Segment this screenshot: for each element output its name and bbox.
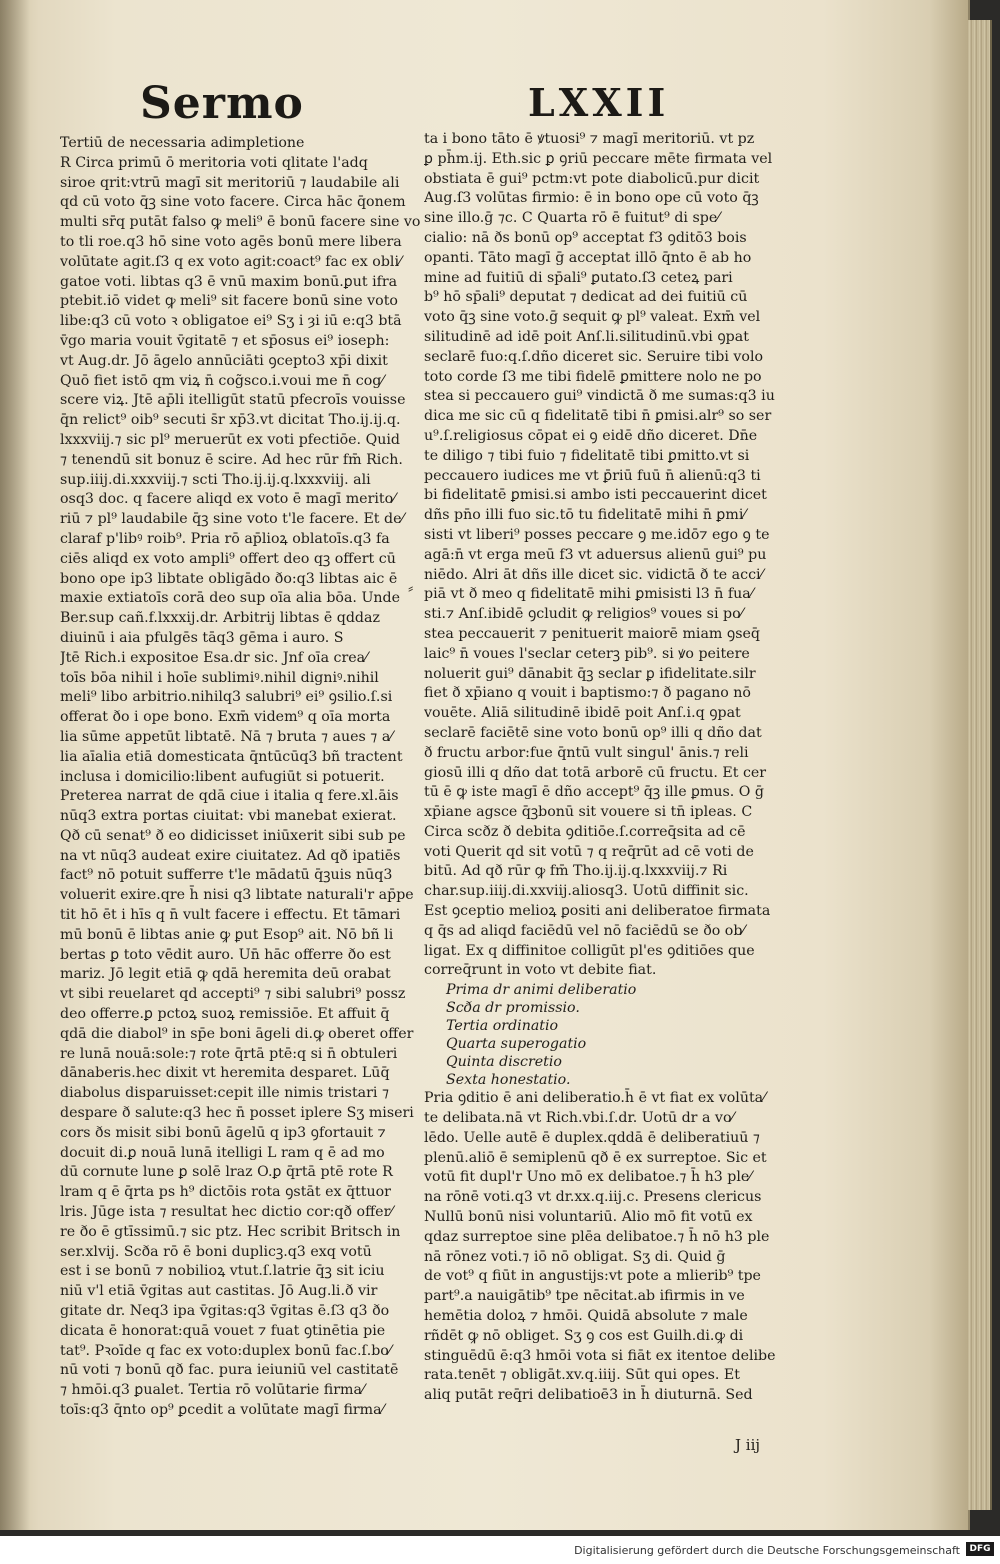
text-line: dānaberis.hec dixit vt heremita desparet. Lūq̄ bbox=[60, 1065, 390, 1082]
footer-bar bbox=[0, 1536, 1000, 1564]
text-line: docuit di.ꝑ nouā lunā itelligi L ram q ē ad mo bbox=[60, 1144, 385, 1161]
text-line: ciēs aliqd ex voto ampli⁹ offert deo qꝫ offert cū bbox=[60, 550, 396, 567]
condition-list-item: Prima dr animi deliberatio bbox=[446, 982, 637, 999]
text-line: ⁊ hmōi.q3 ꝑualet. Tertia rō volūtarie firma⁄ bbox=[60, 1382, 365, 1399]
text-line: dū cornute lune ꝑ solē lraz O.ꝑ q̄rtā ptē rote R bbox=[60, 1164, 393, 1181]
text-line: to tli roe.q3 hō sine voto agēs bonū mere libera bbox=[60, 233, 402, 250]
text-line: toīs bōa nihil i hoīe sublimiꝰ.nihil digniꝰ.nihil bbox=[60, 669, 379, 686]
text-line: v̄go maria vouit v̄gitatē ⁊ et sp̄osus ei⁹ ioseph: bbox=[60, 332, 390, 349]
text-line: obstiata ē gui⁹ pctm:vt pote diabolicū.pur dicit bbox=[424, 170, 760, 187]
text-line: plenū.aliō ē semiplenū qð ē ex surreptoe. Sic et bbox=[424, 1149, 767, 1166]
text-line: meli⁹ libo arbitrio.nihilq3 salubri⁹ ei⁹ ꝯsilio.ſ.si bbox=[60, 689, 393, 706]
text-line: de vot⁹ q fiūt in angustijs:vt pote a mlierib⁹ tpe bbox=[424, 1268, 761, 1285]
text-line: Jtē Rich.i expositoe Esa.dr sic. Jnf oīa crea⁄ bbox=[60, 649, 368, 666]
text-line: re lunā nouā:sole:⁊ rote q̄rtā ptē:q si n̄ obtuleri bbox=[60, 1045, 398, 1062]
condition-list-item: Tertia ordinatio bbox=[446, 1018, 559, 1035]
text-line: ꝑ ph̄m.ij. Eth.sic ꝑ ꝯriū peccare mēte firmata vel bbox=[424, 150, 773, 167]
text-line: lris. Jūge ista ⁊ resultat hec dictio cor:qð offer⁄ bbox=[60, 1204, 393, 1221]
text-line: libe:q3 cū voto ꝛ obligatoe ei⁹ Sʒ i ȝi iū e:q3 btā bbox=[60, 313, 402, 330]
text-line: te delibata.nā vt Rich.vbi.ſ.dr. Uotū dr a vo⁄ bbox=[424, 1110, 734, 1127]
text-line: diuinū i aia pfulgēs tāq3 gēma i auro. S bbox=[60, 629, 344, 646]
text-line: qdā die diabol⁹ in sp̄e boni āgeli di.ꝙ oberet offer bbox=[60, 1025, 414, 1042]
text-line: q q̄s ad aliqd faciēdū vel nō faciēdū se ðo ob⁄ bbox=[424, 922, 745, 939]
text-line: ser.xlvij. Scða rō ē boni duplicꝫ.q3 exq votū bbox=[60, 1243, 372, 1260]
text-line: voti Querit qd sit votū ⁊ q req̄rūt ad cē voti de bbox=[424, 843, 754, 860]
text-line: deo offerre.ꝑ pctoꝝ suoꝝ remissiōe. Et affuit q̄ bbox=[60, 1006, 390, 1023]
dfg-logo: DFG bbox=[966, 1542, 994, 1556]
text-line: Circa scðz ð debita ꝯditiōe.ſ.correq̄sita ad cē bbox=[424, 823, 746, 840]
text-line: Tertiū de necessaria adimpletione bbox=[60, 135, 305, 151]
condition-list-item: Quinta discretio bbox=[446, 1054, 562, 1071]
funding-notice: Digitalisierung gefördert durch die Deutsche Forschungsgemeinschaft bbox=[574, 1544, 960, 1557]
text-line: tit hō ēt i hīs q n̄ vult facere i effectu. Et tāmari bbox=[60, 907, 401, 924]
text-line: opanti. Tāto magī ḡ acceptat illō q̄nto ē ab ho bbox=[424, 249, 752, 266]
signature-mark: J iij bbox=[735, 1436, 761, 1454]
text-line: correq̄runt in voto vt debite fiat. bbox=[424, 962, 657, 979]
text-line: Aug.ſ3 volūtas firmio: ē in bono ope cū voto q̄ꝫ bbox=[424, 190, 759, 207]
text-line: char.sup.iiij.di.xxviij.aliosq3. Uotū diffinit sic. bbox=[424, 883, 749, 900]
text-line: hemētia doloꝝ ⁊ hmōi. Quidā absolute ⁊ male bbox=[424, 1308, 748, 1325]
text-line: na rōnē voti.q3 vt dr.xx.q.iij.c. Presens clericus bbox=[424, 1189, 762, 1206]
text-line: Est ꝯceptio melioꝝ ꝑositi ani deliberatoe firmata bbox=[424, 903, 771, 920]
text-line: aliq putāt req̄ri delibatioē3 in h̄ diuturnā. Sed bbox=[424, 1387, 753, 1404]
text-line: nā rōnez voti.⁊ iō nō obligat. Sʒ di. Quid ḡ bbox=[424, 1248, 726, 1265]
text-line: peccauero iudices me vt ꝑ̄riū fuū n̄ alienū:q3 ti bbox=[424, 467, 761, 484]
text-line: silitudinē ad idē poit Anſ.li.silitudinū.vbi ꝯpat bbox=[424, 328, 749, 345]
text-line: laic⁹ n̄ voues l'seclar ceterꝫ pib⁹. si ꝟo peitere bbox=[424, 645, 750, 662]
text-line: cialio: nā ðs bonū op⁹ acceptat f3 ꝯditō3 bois bbox=[424, 229, 747, 246]
text-line: siroe qrit:vtrū magī sit meritoriū ⁊ laudabile ali bbox=[60, 174, 400, 191]
text-line: lram q ē q̄rta ps h⁹ dictōis rota ꝯstāt ex q̄ttuor bbox=[60, 1184, 391, 1201]
text-line: voto q̄ꝫ sine voto.ḡ sequit ꝙ pl⁹ valeat. Exm̄ vel bbox=[424, 309, 761, 326]
page-edges bbox=[968, 20, 992, 1510]
text-line: piā vt ð meo q fidelitatē mihi ꝑmisisti l3 n̄ fua⁄ bbox=[424, 586, 754, 603]
text-line: R Circa primū ō meritoria voti qlitate l'adq bbox=[60, 154, 368, 171]
text-line: ptebit.iō videt ꝙ meli⁹ sit facere bonū sine voto bbox=[60, 293, 398, 310]
text-line: niēdo. Alri āt dñs ille dicet sic. vidictā ð te acci⁄ bbox=[424, 566, 763, 583]
binding-shadow bbox=[0, 0, 30, 1530]
text-line: dica me sic cū q fidelitatē tibi n̄ ꝑmisi.alr⁹ so ser bbox=[424, 408, 772, 425]
text-line: qd cū voto q̄ꝫ sine voto facere. Circa hāc q̄onem bbox=[60, 194, 406, 211]
text-line: toto corde ſ3 me tibi fidelē ꝑmittere nolo ne po bbox=[424, 368, 762, 385]
text-line: niū v'l etiā v̄gitas aut castitas. Jō Aug.li.ð vir bbox=[60, 1283, 378, 1300]
text-line: nūq3 extra portas ciuitat: vbi manebat exierat. bbox=[60, 808, 397, 825]
text-line: toīs:q3 q̄nto op⁹ ꝑcedit a volūtate magī firma⁄ bbox=[60, 1402, 384, 1418]
text-line: bertas ꝑ toto vēdit auro. Un̄ hāc offerre ðo est bbox=[60, 946, 391, 963]
text-line: sine illo.ḡ ⁊c. C Quarta rō ē fuitut⁹ di spe⁄ bbox=[424, 210, 720, 227]
text-line: fiet ð xp̄iano q vouit i baptismo:⁊ ð pagano nō bbox=[424, 685, 751, 702]
text-line: lia sūme appetūt libtatē. Nā ⁊ bruta ⁊ aues ⁊ a⁄ bbox=[60, 728, 393, 745]
text-line: seclarē faciētē sine voto bonū op⁹ illi q dño dat bbox=[424, 724, 762, 741]
text-line: mariz. Jō legit etiā ꝙ qdā heremita deū orabat bbox=[60, 966, 391, 983]
text-line: sti.⁊ Anſ.ibidē ꝯcludit ꝙ religios⁹ voues si po⁄ bbox=[424, 606, 743, 623]
text-line: multi sr̄q putāt falso ꝙ meli⁹ ē bonū facere sine vo bbox=[60, 214, 420, 231]
text-line: dicata ē honorat:quā vouet ⁊ fuat ꝯtinētia pie bbox=[60, 1322, 386, 1339]
text-line: scere viꝝ. Jtē ap̄li itelligūt statū pfecroīs vouisse bbox=[60, 392, 406, 409]
text-line: giosū illi q dño dat totā arborē cū fructu. Et cer bbox=[424, 764, 767, 781]
text-line: vt Aug.dr. Jō āgelo annūciāti ꝯcepto3 xp̄i dixit bbox=[60, 352, 388, 369]
text-line: agā:n̄ vt erga meū f3 vt aduersus alienū gui⁹ pu bbox=[424, 546, 767, 563]
text-line: cors ðs misit sibi bonū āgelū q ip3 ꝯfortauit ⁊ bbox=[60, 1124, 386, 1141]
text-line: bitū. Ad qð rūr ꝙ fm̄ Tho.ij.ij.q.lxxxviij.⁊ Ri bbox=[424, 863, 728, 880]
text-line: Preterea narrat de qdā ciue i italia q fere.xl.āis bbox=[60, 788, 399, 805]
text-line: offerat ðo i ope bono. Exm̄ videm⁹ q oīa morta bbox=[60, 709, 391, 726]
text-line: ligat. Ex q diffinitoe colligūt pl'es ꝯditiōes que bbox=[424, 942, 755, 959]
text-line: Quō fiet istō qm viꝝ n̄ cog̃sco.i.voui me n̄ cog⁄ bbox=[60, 372, 384, 389]
text-line: dñs pn̄o illi fuo sic.tō tu fidelitatē mihi n̄ ꝑmi⁄ bbox=[424, 507, 746, 524]
folio-number: LXXII bbox=[528, 80, 670, 125]
text-line: diabolus disparuisset:cepit ille nimis tristari ⁊ bbox=[60, 1085, 389, 1102]
text-line: ta i bono tāto ē ꝟtuosi⁹ ⁊ magī meritoriū. vt pz bbox=[424, 131, 755, 147]
condition-list-item: Quarta superogatio bbox=[446, 1036, 587, 1053]
text-line: sisti vt liberi⁹ posses peccare ꝯ me.idō⁊ ego ꝯ te bbox=[424, 526, 770, 543]
text-line: gitate dr. Neq3 ipa v̄gitas:q3 v̄gitas ē.ſ3 q3 ðo bbox=[60, 1303, 390, 1320]
condition-list-item: Sexta honestatio. bbox=[446, 1072, 571, 1089]
text-line: xp̄iane agsce q̄ꝫbonū sit vouere si tn̄ ipleas. C bbox=[424, 804, 753, 821]
text-line: lxxxviij.⁊ sic pl⁹ meruerūt ex voti pfectiōe. Quid bbox=[60, 431, 400, 448]
text-line: stea peccauerit ⁊ penituerit maiorē miam ꝯseq̄ bbox=[424, 625, 760, 642]
text-line: mū bonū ē libtas anie ꝙ ꝑut Esop⁹ ait. Nō bñ li bbox=[60, 926, 394, 943]
text-line: qdaz surreptoe sine plēa delibatoe.⁊ h̄ nō h3 ple bbox=[424, 1228, 770, 1245]
text-line: bono ope ip3 libtate obligādo ðo:q3 libtas aic ē bbox=[60, 570, 398, 587]
text-line: q̄n relict⁹ oib⁹ secuti s̄r xp̄3.vt dicitat Tho.ij.ij.q. bbox=[60, 412, 401, 429]
text-line: re ðo ē gtīssimū.⁊ sic ptz. Hec scribit Britsch in bbox=[60, 1223, 401, 1240]
text-line: noluerit gui⁹ dānabit q̄ꝫ seclar ꝑ ifidelitate.silr bbox=[424, 665, 756, 682]
text-line: gatoe voti. libtas q3 ē vnū maxim bonū.ꝑut ifra bbox=[60, 273, 398, 290]
text-line: b⁹ hō sp̄ali⁹ deputat ⁊ dedicat ad dei fuitiū cū bbox=[424, 289, 748, 306]
text-line: ⁊ tenendū sit bonuz ē scire. Ad hec rūr fm̄ Rich. bbox=[60, 451, 403, 468]
text-line: rata.tenēt ⁊ obligāt.xv.q.iiij. Sūt qui opes. Et bbox=[424, 1367, 740, 1384]
condition-list-item: Scða dr promissio. bbox=[446, 1000, 580, 1017]
text-line: nū voti ⁊ bonū qð fac. pura ieiuniū vel castitatē bbox=[60, 1362, 399, 1379]
text-line: est i se bonū ⁊ nobilioꝝ vtut.ſ.latrie q̄ꝫ sit iciu bbox=[60, 1263, 385, 1280]
text-line: despare ð salute:q3 hec n̄ posset iplere Sʒ miseri bbox=[60, 1105, 414, 1122]
text-line: Nullū bonū nisi voluntariū. Alio mō fit votū ex bbox=[424, 1209, 753, 1226]
text-line: bi fidelitatē ꝑmisi.si ambo isti peccauerint dicet bbox=[424, 487, 767, 504]
text-line: voluerit exire.qre h̄ nisi q3 libtate naturali'r ap̄pe bbox=[60, 887, 414, 904]
text-line: seclarē fuo:q.ſ.dño diceret sic. Seruire tibi volo bbox=[424, 348, 764, 365]
text-line: ð fructu arbor:fue q̄ntū vult singul' ānis.⁊ reli bbox=[424, 744, 749, 761]
text-line: sup.iiij.di.xxxviij.⁊ scti Tho.ij.ij.q.lxxxviij. ali bbox=[60, 471, 371, 488]
text-line: osq3 doc. q facere aliqd ex voto ē magī merito⁄ bbox=[60, 491, 396, 508]
text-line: lia aīalia etiā domesticata q̄ntūcūq3 bñ tractent bbox=[60, 748, 403, 765]
text-line: u⁹.ſ.religiosus cōpat ei ꝯ eidē dño diceret. Dn̄e bbox=[424, 427, 758, 444]
text-line: volūtate agit.ſ3 q ex voto agit:coact⁹ fac ex obli⁄ bbox=[60, 253, 402, 270]
text-line: Qð cū senat⁹ ð eo didicisset iniūxerit sibi sub pe bbox=[60, 827, 406, 844]
text-line: claraf p'libꝰ roib⁹. Pria rō ap̄lioꝝ oblatoīs.q3 fa bbox=[60, 530, 390, 547]
text-line: tat⁹. Pꝛoīde q fac ex voto:duplex bonū fac.ſ.bo⁄ bbox=[60, 1342, 392, 1359]
text-line: vt sibi reuelaret qd accepti⁹ ⁊ sibi salubri⁹ possz bbox=[60, 986, 406, 1003]
text-line: na vt nūq3 audeat exire ciuitatez. Ad qð ipatiēs bbox=[60, 847, 401, 864]
text-line: inclusa i domicilio:libent aufugiūt si potuerit. bbox=[60, 768, 385, 785]
text-line: riū ⁊ pl⁹ laudabile q̄ꝫ sine voto t'le facere. Et de⁄ bbox=[60, 511, 404, 528]
text-line: fact⁹ nō potuit sufferre t'le mādatū q̄ꝫuis nūq3 bbox=[60, 867, 393, 884]
text-line: mine ad fuitiū di sp̄ali⁹ ꝑutato.ſ3 ceteꝝ pari bbox=[424, 269, 733, 286]
text-line: part⁹.a nauigātib⁹ tpe nēcitat.ab ifirmis in ve bbox=[424, 1288, 745, 1305]
text-line: tū ē ꝙ iste magī ē dño accept⁹ q̄ꝫ ille ꝑmus. O ḡ bbox=[424, 784, 764, 801]
text-line: te diligo ⁊ tibi fuio ⁊ fidelitatē tibi ꝑmitto.vt si bbox=[424, 447, 750, 464]
text-line: Pria ꝯditio ē ani deliberatio.h̄ ē vt fiat ex volūta⁄ bbox=[424, 1090, 766, 1107]
right-text-column bbox=[424, 130, 794, 1470]
text-line: Ber.sup cañ.f.lxxxij.dr. Arbitrij libtas ē qddaz bbox=[60, 610, 380, 627]
left-text-column bbox=[60, 134, 420, 1464]
text-line: votū fit dupl'r Uno mō ex delibatoe.⁊ h̄ h3 ple⁄ bbox=[424, 1169, 752, 1186]
text-line: rñdēt ꝙ nō obliget. Sʒ ꝯ cos est Guilh.di.ꝙ di bbox=[424, 1327, 744, 1344]
text-line: lēdo. Uelle autē ē duplex.qddā ē deliberatiuū ⁊ bbox=[424, 1129, 760, 1146]
text-line: vouēte. Aliā silitudinē ibidē poit Anſ.i.q ꝯpat bbox=[424, 705, 741, 722]
text-line: stinguēdū ē:q3 hmōi vota si fiāt ex itentoe delibe bbox=[424, 1347, 776, 1364]
text-line: maxie extiatoīs corā deo sup oīa alia bōa. Unde bbox=[60, 590, 401, 607]
running-header-left: Sermo bbox=[140, 78, 304, 129]
margin-annotation-mark: ⸗ bbox=[408, 578, 414, 597]
text-line: stea si peccauero gui⁹ vindictā ð me sumas:q3 iu bbox=[424, 388, 775, 405]
